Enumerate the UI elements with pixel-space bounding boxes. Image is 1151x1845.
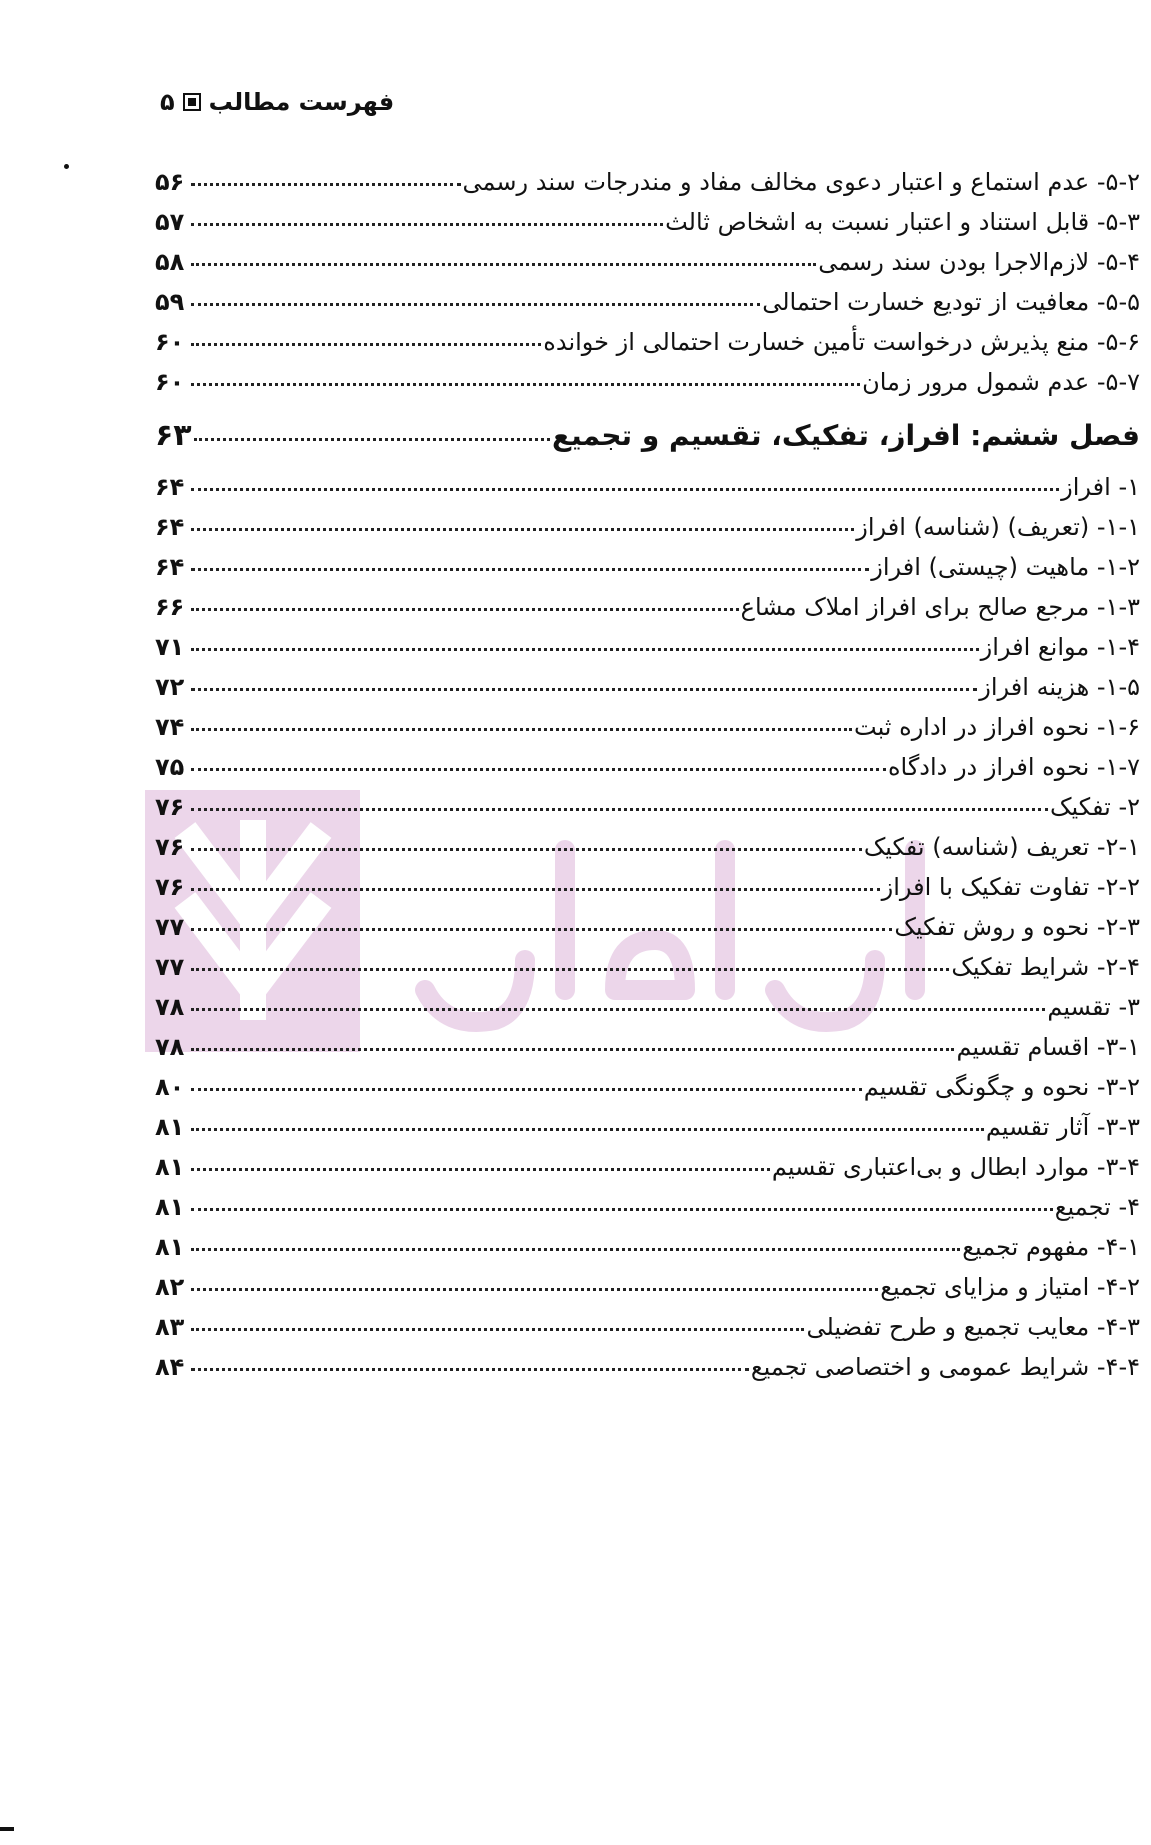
dot-leader	[191, 1088, 862, 1091]
toc-row	[155, 953, 1140, 993]
toc-entry-title: ۵-۲- عدم استماع و اعتبار دعوی مخالف مفاد و مندرجات سند رسمی	[462, 168, 1140, 196]
toc-entry-title: ۵-۵- معافیت از تودیع خسارت احتمالی	[762, 288, 1140, 316]
dot-leader	[191, 1328, 804, 1331]
dot-leader	[191, 1128, 984, 1131]
toc-row	[155, 713, 1140, 753]
toc-row	[155, 1273, 1140, 1313]
toc-page-number: ۶۴	[155, 473, 185, 501]
toc-entry-title: ۳- تقسیم	[1047, 993, 1140, 1021]
toc-entry-title: ۳-۴- موارد ابطال و بی‌اعتباری تقسیم	[771, 1153, 1140, 1181]
dot-leader	[194, 438, 550, 441]
dot-leader	[191, 1208, 1053, 1211]
dot-leader	[191, 1168, 770, 1171]
toc-entry-title: ۵-۶- منع پذیرش درخواست تأمین خسارت احتمالی از خوانده	[543, 328, 1140, 356]
toc-row	[155, 993, 1140, 1033]
toc-entry-title: ۵-۴- لازم‌الاجرا بودن سند رسمی	[818, 248, 1140, 276]
dot-leader	[191, 848, 862, 851]
dot-leader	[191, 1248, 960, 1251]
toc-row	[155, 513, 1140, 553]
toc-page-number: ۶۰	[155, 368, 185, 396]
toc-entry-title: ۱-۲- ماهیت (چیستی) افراز	[871, 553, 1140, 581]
toc-page-number: ۵۷	[155, 208, 185, 236]
dot-leader	[191, 343, 541, 346]
toc-page-number: ۷۸	[155, 993, 185, 1021]
toc-page-number: ۸۱	[155, 1193, 185, 1221]
dot-leader	[191, 488, 1059, 491]
toc-page-number: ۷۶	[155, 793, 185, 821]
toc-page-number: ۶۶	[155, 593, 185, 621]
toc-entry-title: ۴- تجمیع	[1054, 1193, 1140, 1221]
toc-entry-title: ۲-۳- نحوه و روش تفکیک	[894, 913, 1140, 941]
toc-page-number: ۸۳	[155, 1313, 185, 1341]
toc-entry-title: ۱-۴- موانع افراز	[980, 633, 1140, 661]
toc-row	[155, 833, 1140, 873]
toc-row	[155, 753, 1140, 793]
dot-leader	[191, 568, 869, 571]
dot-leader	[191, 888, 880, 891]
toc-entry-title: ۱-۳- مرجع صالح برای افراز املاک مشاع	[740, 593, 1140, 621]
toc-page-number: ۸۲	[155, 1273, 185, 1301]
toc-page-number: ۸۰	[155, 1073, 185, 1101]
toc-page-number: ۷۵	[155, 753, 185, 781]
toc-row	[155, 873, 1140, 913]
toc-page-number: ۷۲	[155, 673, 185, 701]
toc-entry-title: ۴-۱- مفهوم تجمیع	[962, 1233, 1140, 1261]
dot-leader	[191, 648, 979, 651]
toc-page-number: ۷۷	[155, 953, 185, 981]
toc-page-number: ۵۶	[155, 168, 185, 196]
toc-page-number: ۷۶	[155, 873, 185, 901]
toc-entry-title: ۵-۷- عدم شمول مرور زمان	[862, 368, 1140, 396]
toc-row	[155, 1353, 1140, 1393]
dot-leader	[191, 968, 949, 971]
running-header	[160, 88, 394, 116]
toc-page-number: ۷۶	[155, 833, 185, 861]
toc-entry-title: ۴-۲- امتیاز و مزایای تجمیع	[880, 1273, 1140, 1301]
toc-row	[155, 248, 1140, 288]
toc-page-number: ۷۱	[155, 633, 185, 661]
toc-row	[155, 1033, 1140, 1073]
toc-page-number: ۵۹	[155, 288, 185, 316]
dot-leader	[191, 528, 854, 531]
toc-row	[155, 208, 1140, 248]
dot-leader	[191, 608, 739, 611]
toc-page-number: ۶۴	[155, 513, 185, 541]
dot-leader	[191, 928, 892, 931]
toc-entry-title: ۴-۴- شرایط عمومی و اختصاصی تجمیع	[750, 1353, 1140, 1381]
toc-entry-title: ۱- افراز	[1061, 473, 1140, 501]
toc-row	[155, 168, 1140, 208]
toc-row	[155, 1113, 1140, 1153]
toc-row	[155, 1073, 1140, 1113]
toc-row	[155, 633, 1140, 673]
toc-row	[155, 913, 1140, 953]
toc-entry-title: ۱-۱- (تعریف) (شناسه) افراز	[856, 513, 1140, 541]
toc-row	[155, 593, 1140, 633]
toc-entry-title: ۱-۵- هزینه افراز	[979, 673, 1140, 701]
toc-entry-title: ۵-۳- قابل استناد و اعتبار نسبت به اشخاص ثالث	[665, 208, 1140, 236]
toc-row	[155, 368, 1140, 408]
header-title: فهرست مطالب	[208, 88, 395, 116]
toc-row	[155, 288, 1140, 328]
toc-page-number: ۸۱	[155, 1153, 185, 1181]
dot-leader	[191, 768, 886, 771]
toc-page-number: ۷۸	[155, 1033, 185, 1061]
toc-page-number: ۸۴	[155, 1353, 185, 1381]
toc-entry-title: فصل ششم: افراز، تفکیک، تقسیم و تجمیع	[552, 419, 1140, 452]
toc-row	[155, 473, 1140, 513]
dot-leader	[191, 1048, 954, 1051]
page-edge-mark	[0, 1827, 14, 1831]
dot-leader	[191, 383, 860, 386]
dot-leader	[191, 728, 852, 731]
toc-entry-title: ۳-۱- اقسام تقسیم	[956, 1033, 1140, 1061]
dot-leader	[191, 183, 461, 186]
toc-entry-title: ۲-۴- شرایط تفکیک	[951, 953, 1140, 981]
dot-leader	[191, 1008, 1045, 1011]
toc-entry-title: ۴-۳- معایب تجمیع و طرح تفضیلی	[806, 1313, 1140, 1341]
toc-page-number: ۶۰	[155, 328, 185, 356]
toc-entry-title: ۳-۲- نحوه و چگونگی تقسیم	[863, 1073, 1140, 1101]
toc-row	[155, 1233, 1140, 1273]
dot-leader	[191, 808, 1048, 811]
toc-row	[155, 328, 1140, 368]
toc-entry-title: ۲- تفکیک	[1050, 793, 1140, 821]
toc-entry-title: ۳-۳- آثار تقسیم	[985, 1113, 1140, 1141]
dot-leader	[191, 688, 977, 691]
toc-row	[155, 1193, 1140, 1233]
header-page-number: ۵	[160, 88, 175, 116]
toc-row	[155, 553, 1140, 593]
dot-leader	[191, 303, 760, 306]
toc-entry-title: ۱-۶- نحوه افراز در اداره ثبت	[854, 713, 1140, 741]
toc-page-number: ۶۴	[155, 553, 185, 581]
toc-page-number: ۶۳	[155, 418, 192, 453]
toc-row	[155, 673, 1140, 713]
toc-chapter-row	[155, 418, 1140, 458]
toc-entry-title: ۱-۷- نحوه افراز در دادگاه	[887, 753, 1140, 781]
toc-page-number: ۵۸	[155, 248, 185, 276]
toc-row	[155, 793, 1140, 833]
toc-row	[155, 1313, 1140, 1353]
toc-entry-title: ۲-۱- تعریف (شناسه) تفکیک	[863, 833, 1140, 861]
toc-page-number: ۷۴	[155, 713, 185, 741]
toc-row	[155, 1153, 1140, 1193]
dot-leader	[191, 223, 663, 226]
toc-page-number: ۷۷	[155, 913, 185, 941]
toc-page-number: ۸۱	[155, 1113, 185, 1141]
square-bullet-icon	[183, 93, 201, 111]
dot-leader	[191, 263, 816, 266]
dot-mark	[64, 164, 69, 169]
dot-leader	[191, 1288, 878, 1291]
toc-entry-title: ۲-۲- تفاوت تفکیک با افراز	[881, 873, 1140, 901]
dot-leader	[191, 1368, 749, 1371]
toc-page-number: ۸۱	[155, 1233, 185, 1261]
